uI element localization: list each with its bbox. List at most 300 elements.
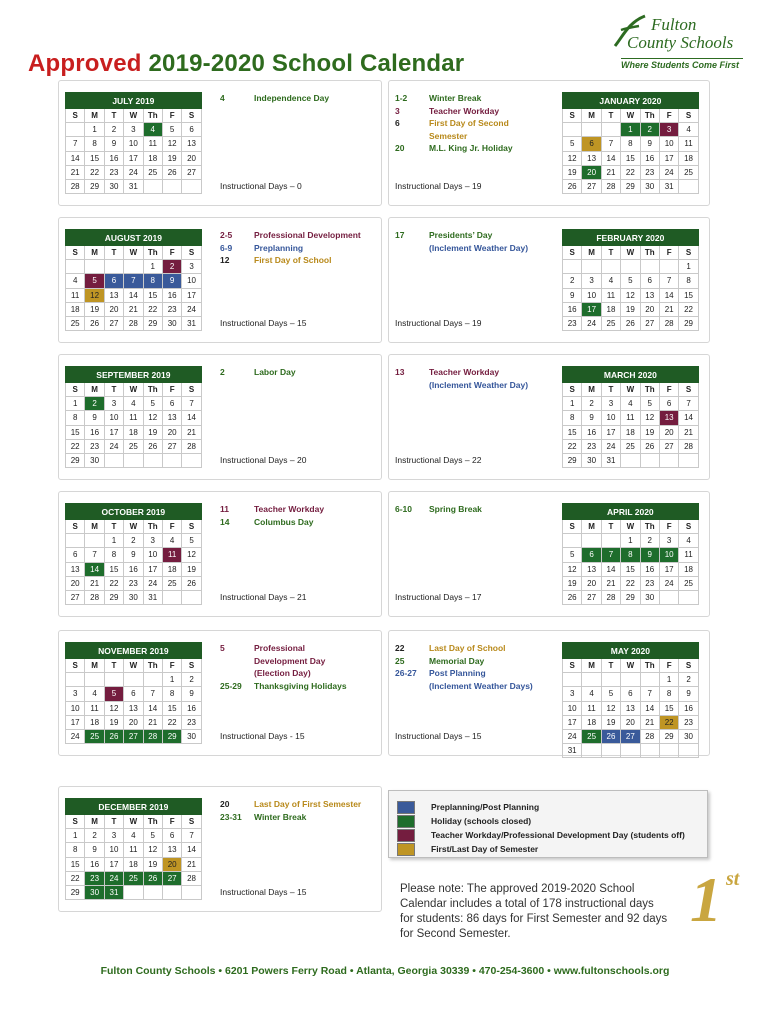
weekday-header: T: [601, 246, 620, 260]
day-cell: 30: [182, 729, 201, 743]
day-cell: 10: [104, 411, 123, 425]
day-cell: 20: [162, 857, 181, 871]
day-cell: 18: [679, 562, 698, 576]
weekday-header: Th: [640, 659, 659, 673]
week-row: [563, 411, 699, 425]
day-cell: 16: [563, 302, 582, 316]
week-row: [66, 151, 202, 165]
event-item: [395, 503, 555, 516]
weekday-header: M: [85, 383, 104, 397]
day-cell: 2: [104, 123, 123, 137]
day-cell: 18: [124, 425, 143, 439]
month-header: SEPTEMBER 2019: [66, 367, 202, 383]
event-name: (Inclement Weather Day): [429, 379, 529, 390]
event-date: 25: [395, 655, 405, 666]
day-cell: 8: [659, 687, 678, 701]
day-cell: 3: [104, 829, 123, 843]
legend-swatch: [397, 829, 415, 842]
instructional-days: Instructional Days – 15: [220, 887, 307, 897]
day-cell: 7: [182, 829, 201, 843]
event-name: (Inclement Weather Days): [429, 680, 533, 691]
empty-cell: [563, 123, 582, 137]
weekday-header: S: [679, 246, 698, 260]
day-cell: 2: [182, 673, 201, 687]
empty-cell: [601, 744, 620, 758]
event-list: [220, 642, 380, 692]
day-cell: 24: [104, 871, 123, 885]
event-item: [220, 503, 380, 516]
empty-cell: [182, 885, 201, 899]
day-cell: 18: [621, 425, 640, 439]
day-cell: 8: [66, 843, 85, 857]
day-cell: 28: [679, 439, 698, 453]
day-cell: 31: [124, 179, 143, 193]
month-header: JANUARY 2020: [563, 93, 699, 109]
day-cell: 28: [66, 179, 85, 193]
day-cell: 3: [601, 397, 620, 411]
day-cell: 10: [659, 548, 678, 562]
day-cell: 18: [162, 562, 181, 576]
instructional-days: Instructional Days - 15: [220, 731, 305, 741]
day-cell: 31: [601, 453, 620, 467]
week-row: [563, 673, 699, 687]
day-cell: 15: [679, 288, 698, 302]
day-cell: 24: [601, 439, 620, 453]
day-cell: 12: [182, 548, 201, 562]
day-cell: 29: [162, 729, 181, 743]
day-cell: 16: [679, 701, 698, 715]
month-calendar: [65, 798, 202, 900]
month-calendar: [65, 642, 202, 744]
day-cell: 3: [143, 534, 162, 548]
week-row: [563, 123, 699, 137]
day-cell: 28: [143, 729, 162, 743]
day-cell: 11: [679, 137, 698, 151]
week-row: [563, 687, 699, 701]
day-cell: 30: [679, 729, 698, 743]
day-cell: 23: [640, 165, 659, 179]
day-cell: 1: [621, 123, 640, 137]
empty-cell: [659, 453, 678, 467]
day-cell: 3: [582, 274, 601, 288]
day-cell: 8: [679, 274, 698, 288]
day-cell: 5: [143, 829, 162, 843]
weekday-header: S: [679, 383, 698, 397]
legend-label: Preplanning/Post Planning: [431, 802, 540, 812]
event-name: (Inclement Weather Day): [429, 242, 529, 253]
day-cell: 10: [563, 701, 582, 715]
week-row: [66, 715, 202, 729]
day-cell: 27: [640, 316, 659, 330]
day-cell: 12: [601, 701, 620, 715]
day-cell: 16: [85, 425, 104, 439]
day-cell: 24: [582, 316, 601, 330]
week-row: [563, 151, 699, 165]
week-row: [66, 179, 202, 193]
day-cell: 19: [640, 425, 659, 439]
day-cell: 14: [640, 701, 659, 715]
day-cell: 20: [582, 165, 601, 179]
day-cell: 21: [640, 715, 659, 729]
day-cell: 10: [66, 701, 85, 715]
day-cell: 16: [640, 562, 659, 576]
day-cell: 29: [143, 316, 162, 330]
day-cell: 1: [162, 673, 181, 687]
event-date: 12: [220, 255, 230, 265]
day-cell: 16: [104, 151, 123, 165]
day-cell: 31: [659, 179, 678, 193]
day-cell: 4: [124, 829, 143, 843]
empty-cell: [162, 179, 181, 193]
event-item: [220, 642, 380, 655]
day-cell: 30: [640, 590, 659, 604]
day-cell: 23: [162, 302, 181, 316]
day-cell: 17: [563, 715, 582, 729]
empty-cell: [621, 673, 640, 687]
day-cell: 13: [66, 562, 85, 576]
weekday-header: S: [563, 659, 582, 673]
day-cell: 21: [182, 857, 201, 871]
title-calendar: 2019-2020 School Calendar: [148, 50, 465, 77]
day-cell: 4: [679, 534, 698, 548]
event-date: 5: [220, 643, 225, 653]
day-cell: 26: [640, 439, 659, 453]
weekday-header: S: [66, 383, 85, 397]
weekday-header: S: [563, 383, 582, 397]
day-cell: 22: [621, 576, 640, 590]
weekday-header: Th: [143, 383, 162, 397]
day-cell: 20: [621, 715, 640, 729]
day-cell: 19: [143, 425, 162, 439]
week-row: [563, 701, 699, 715]
day-cell: 13: [182, 137, 201, 151]
weekday-header: F: [162, 246, 181, 260]
day-cell: 4: [143, 123, 162, 137]
day-cell: 17: [104, 857, 123, 871]
event-date: 17: [395, 230, 405, 240]
event-name: Presidents’ Day: [429, 230, 493, 240]
event-date: 13: [395, 367, 405, 377]
week-row: [563, 260, 699, 274]
day-cell: 13: [582, 562, 601, 576]
day-cell: 6: [621, 687, 640, 701]
event-date: 6-9: [220, 242, 233, 253]
weekday-header: T: [104, 520, 123, 534]
day-cell: 23: [124, 576, 143, 590]
day-cell: 20: [582, 576, 601, 590]
event-item: [220, 92, 380, 105]
day-cell: 23: [104, 165, 123, 179]
event-date: 1-2: [395, 93, 408, 103]
weekday-header: S: [66, 246, 85, 260]
day-cell: 29: [679, 316, 698, 330]
day-cell: 26: [563, 590, 582, 604]
day-cell: 9: [104, 137, 123, 151]
day-cell: 26: [621, 316, 640, 330]
week-row: [563, 729, 699, 743]
weekday-header: F: [659, 246, 678, 260]
event-date: 25-29: [220, 680, 242, 691]
event-list: [220, 503, 380, 528]
week-row: [563, 439, 699, 453]
week-row: [66, 534, 202, 548]
week-row: [66, 562, 202, 576]
week-row: [66, 288, 202, 302]
event-item: [395, 130, 555, 143]
day-cell: 3: [104, 397, 123, 411]
month-header: AUGUST 2019: [66, 230, 202, 246]
event-item: [395, 92, 555, 105]
day-cell: 29: [621, 590, 640, 604]
week-row: [66, 137, 202, 151]
badge-suffix: st: [726, 868, 740, 890]
legend-label: Holiday (schools closed): [431, 816, 532, 826]
empty-cell: [679, 744, 698, 758]
week-row: [563, 562, 699, 576]
day-cell: 14: [182, 843, 201, 857]
month-header: OCTOBER 2019: [66, 504, 202, 520]
day-cell: 7: [679, 397, 698, 411]
day-cell: 2: [679, 673, 698, 687]
day-cell: 10: [601, 411, 620, 425]
empty-cell: [582, 123, 601, 137]
day-cell: 15: [143, 288, 162, 302]
month-calendar: [65, 366, 202, 468]
day-cell: 20: [162, 425, 181, 439]
day-cell: 15: [162, 701, 181, 715]
weekday-header: F: [162, 520, 181, 534]
empty-cell: [182, 179, 201, 193]
instructional-days: Instructional Days – 15: [395, 731, 482, 741]
day-cell: 4: [124, 397, 143, 411]
day-cell: 11: [582, 701, 601, 715]
day-cell: 7: [124, 274, 143, 288]
empty-cell: [679, 179, 698, 193]
event-date: 26-27: [395, 668, 417, 678]
event-date: 6: [395, 118, 400, 128]
empty-cell: [621, 260, 640, 274]
event-date: [395, 379, 429, 392]
day-cell: 13: [124, 701, 143, 715]
weekday-header: Th: [640, 109, 659, 123]
week-row: [66, 843, 202, 857]
day-cell: 26: [143, 871, 162, 885]
event-name: Teacher Workday: [254, 504, 325, 514]
weekday-header: S: [182, 815, 201, 829]
day-cell: 29: [85, 179, 104, 193]
empty-cell: [563, 534, 582, 548]
event-list: [395, 503, 555, 516]
event-item: [220, 811, 380, 824]
day-cell: 16: [182, 701, 201, 715]
week-row: [66, 829, 202, 843]
week-row: [563, 453, 699, 467]
day-cell: 19: [563, 576, 582, 590]
empty-cell: [143, 673, 162, 687]
weekday-header: S: [563, 246, 582, 260]
event-item: [395, 242, 555, 255]
week-row: [66, 397, 202, 411]
day-cell: 22: [143, 302, 162, 316]
weekday-header: W: [124, 383, 143, 397]
month-header: APRIL 2020: [563, 504, 699, 520]
day-cell: 7: [85, 548, 104, 562]
weekday-header: Th: [143, 659, 162, 673]
day-cell: 19: [162, 151, 181, 165]
month-header: NOVEMBER 2019: [66, 643, 202, 659]
day-cell: 17: [659, 151, 678, 165]
week-row: [563, 715, 699, 729]
day-cell: 3: [182, 260, 201, 274]
day-cell: 21: [124, 302, 143, 316]
day-cell: 24: [659, 576, 678, 590]
day-cell: 4: [621, 397, 640, 411]
day-cell: 31: [104, 885, 123, 899]
day-cell: 9: [85, 843, 104, 857]
day-cell: 7: [601, 137, 620, 151]
day-cell: 19: [601, 715, 620, 729]
day-cell: 6: [582, 548, 601, 562]
week-row: [563, 179, 699, 193]
event-date: 4: [220, 93, 225, 103]
instructional-days: Instructional Days – 21: [220, 592, 307, 602]
event-date: 3: [395, 105, 400, 116]
day-cell: 8: [85, 137, 104, 151]
badge-word: students: [717, 883, 740, 923]
event-date: [395, 242, 429, 255]
event-item: [395, 680, 555, 693]
day-cell: 12: [621, 288, 640, 302]
month-calendar: [562, 92, 699, 194]
day-cell: 2: [563, 274, 582, 288]
day-cell: 18: [601, 302, 620, 316]
day-cell: 18: [679, 151, 698, 165]
event-item: [220, 680, 380, 693]
title-approved: Approved: [28, 50, 142, 77]
day-cell: 12: [85, 288, 104, 302]
day-cell: 25: [621, 439, 640, 453]
day-cell: 12: [640, 411, 659, 425]
day-cell: 11: [679, 548, 698, 562]
event-list: [220, 366, 380, 379]
day-cell: 27: [162, 871, 181, 885]
weekday-header: S: [563, 520, 582, 534]
day-cell: 15: [85, 151, 104, 165]
weekday-header: T: [104, 659, 123, 673]
day-cell: 14: [182, 411, 201, 425]
day-cell: 25: [601, 316, 620, 330]
day-cell: 5: [182, 534, 201, 548]
day-cell: 21: [659, 302, 678, 316]
day-cell: 3: [659, 123, 678, 137]
day-cell: 1: [659, 673, 678, 687]
event-name: Last Day of First Semester: [254, 799, 362, 809]
day-cell: 3: [124, 123, 143, 137]
legend-item: [397, 829, 707, 842]
event-item: [395, 655, 555, 668]
week-row: [66, 871, 202, 885]
weekday-header: T: [601, 520, 620, 534]
event-name: Spring Break: [429, 504, 482, 514]
day-cell: 30: [85, 453, 104, 467]
day-cell: 14: [659, 288, 678, 302]
day-cell: 29: [104, 590, 123, 604]
week-row: [66, 548, 202, 562]
day-cell: 17: [182, 288, 201, 302]
weekday-header: T: [104, 109, 123, 123]
instructional-days: Instructional Days – 22: [395, 455, 482, 465]
weekday-header: M: [582, 520, 601, 534]
instructional-days: Instructional Days – 19: [395, 318, 482, 328]
weekday-header: T: [601, 659, 620, 673]
day-cell: 18: [85, 715, 104, 729]
day-cell: 23: [582, 439, 601, 453]
week-row: [66, 687, 202, 701]
day-cell: 22: [621, 165, 640, 179]
day-cell: 24: [124, 165, 143, 179]
day-cell: 29: [66, 885, 85, 899]
day-cell: 17: [659, 562, 678, 576]
day-cell: 26: [601, 729, 620, 743]
week-row: [66, 302, 202, 316]
weekday-header: S: [182, 109, 201, 123]
day-cell: 8: [104, 548, 123, 562]
legend-swatch: [397, 815, 415, 828]
event-list: [220, 92, 380, 105]
month-header: DECEMBER 2019: [66, 799, 202, 815]
day-cell: 12: [143, 411, 162, 425]
day-cell: 2: [85, 397, 104, 411]
weekday-header: M: [85, 109, 104, 123]
day-cell: 5: [621, 274, 640, 288]
day-cell: 13: [621, 701, 640, 715]
day-cell: 8: [162, 687, 181, 701]
empty-cell: [182, 590, 201, 604]
empty-cell: [124, 453, 143, 467]
day-cell: 31: [563, 744, 582, 758]
day-cell: 20: [659, 425, 678, 439]
day-cell: 24: [66, 729, 85, 743]
weekday-header: S: [679, 109, 698, 123]
day-cell: 12: [563, 151, 582, 165]
day-cell: 2: [162, 260, 181, 274]
day-cell: 27: [582, 590, 601, 604]
day-cell: 6: [582, 137, 601, 151]
empty-cell: [582, 673, 601, 687]
weekday-header: F: [162, 659, 181, 673]
day-cell: 22: [104, 576, 123, 590]
day-cell: 19: [621, 302, 640, 316]
month-calendar: [562, 366, 699, 468]
month-header: FEBRUARY 2020: [563, 230, 699, 246]
day-cell: 14: [66, 151, 85, 165]
weekday-header: F: [162, 815, 181, 829]
day-cell: 5: [563, 548, 582, 562]
week-row: [66, 576, 202, 590]
day-cell: 11: [124, 411, 143, 425]
day-cell: 21: [679, 425, 698, 439]
weekday-header: T: [104, 815, 123, 829]
event-name: Independence Day: [254, 93, 330, 103]
day-cell: 21: [601, 576, 620, 590]
day-cell: 5: [85, 274, 104, 288]
weekday-header: F: [162, 109, 181, 123]
day-cell: 6: [124, 687, 143, 701]
day-cell: 28: [182, 439, 201, 453]
day-cell: 15: [104, 562, 123, 576]
week-row: [563, 274, 699, 288]
day-cell: 19: [563, 165, 582, 179]
